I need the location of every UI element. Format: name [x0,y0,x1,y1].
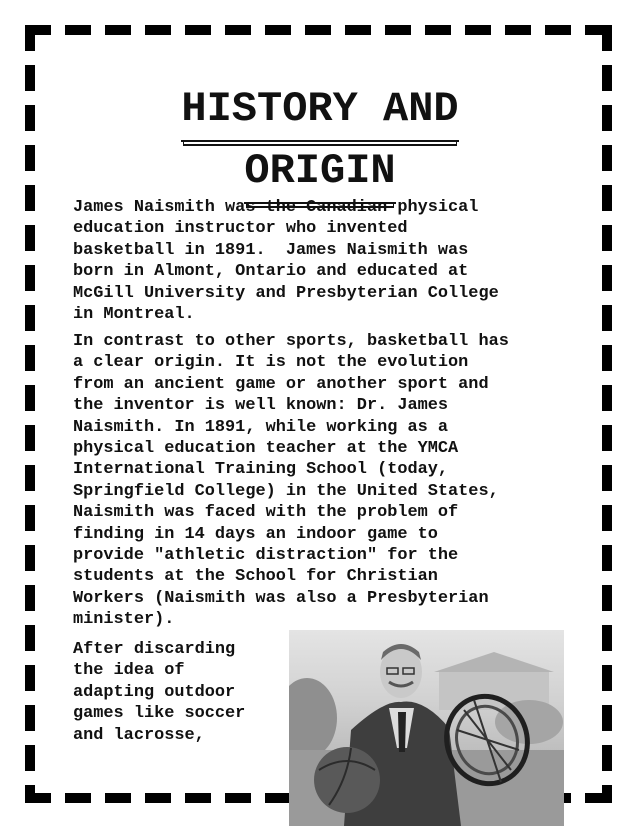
paragraph-origin: In contrast to other sports, basketball has a clear origin. It is not the evolution from an ancient game or another sport and the inventor is well known: Dr. James Naismith. In 1891, while working as a physical education teacher at the YMCA International Training School (today, Springfield College) in the United States, Naismith was faced with the problem of finding in 14 days an indoor game to provide "athletic distraction" for the students at the School for Christian Workers (Naismith was also a Presbyterian minister). [73,332,509,630]
paragraph-continuation: After discarding the idea of adapting outdoor games like soccer and lacrosse, [73,640,246,745]
title-line-1: HISTORY AND [181,80,458,142]
title-line-2: ORIGIN [244,142,395,204]
naismith-photo [289,630,564,826]
page-title [140,80,500,204]
paragraph-intro: James Naismith was the Canadian physical education instructor who invented basketball in 1891. James Naismith was born in Almont, Ontario and educated at McGill University and Presbyterian College in Montreal. [73,198,499,325]
